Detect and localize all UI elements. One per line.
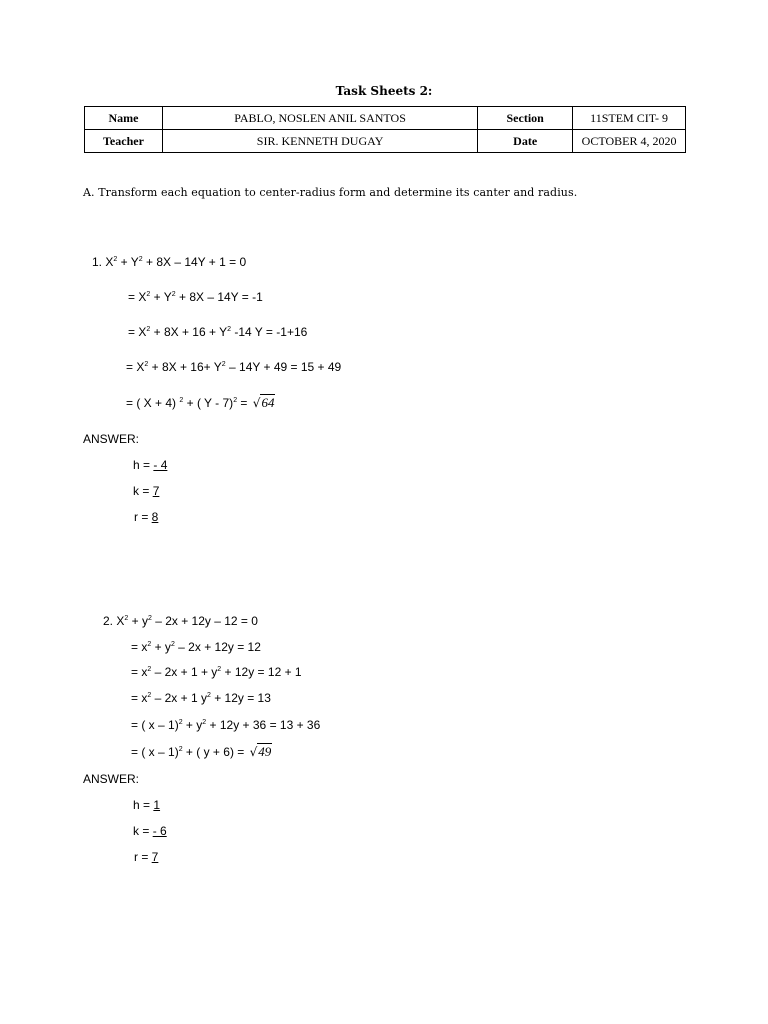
problem2-step3: = $x^2 - 2x + 1$ $y^2 + 12y = 13$ [131,691,271,705]
table-row [85,107,686,130]
student-info-table [84,106,686,153]
problem1-h: h = - 4 [133,458,168,472]
radicand: 49 [258,744,272,759]
problem1-step1: = $X^2 + Y^2 + 8X - 14Y = -1$ [128,290,263,304]
problem2-answer-label: ANSWER: [83,772,140,786]
teacher-value: SIR. KENNETH DUGAY [162,130,477,153]
date-value: OCTOBER 4, 2020 [573,130,686,153]
r-value: 7 [151,850,159,864]
date-label: Date [478,130,573,153]
teacher-label: Teacher [85,130,163,153]
problem2-step2: = $x^2 - 2x + 1 + y^2 + 12y = 12 + 1$ [131,665,302,679]
k-value: 7 [152,484,160,498]
problem2-step5: = ( x – 1)$^2$ + ( y + 6) = √49 [131,744,272,759]
problem1-step4: = ( X + 4) $^2$ + ( Y - 7)$^2$ = √64 [126,395,275,410]
section-value: 11STEM CIT- 9 [573,107,686,130]
name-value: PABLO, NOSLEN ANIL SANTOS [162,107,477,130]
radicand: 64 [261,395,275,410]
problem1-step3: = $X^2 + 8X + 16+ Y^2 - 14Y + 49 = 15 + 49$ [126,360,342,374]
name-label: Name [85,107,163,130]
instruction-text: A. Transform each equation to center-radius form and determine its canter and radius. [83,186,578,199]
square-root-symbol: √49 [249,744,272,759]
problem2-equation: 2. $X^2 + y^2 - 2x + 12y - 12 = 0$ [103,614,258,628]
h-value: 1 [153,798,161,812]
problem2-step4: = ( $x - 1)^2 + y^2 + 12y + 36 = 13 + 36$ [131,718,321,732]
table-row [85,130,686,153]
problem1-answer-label: ANSWER: [83,432,140,446]
problem2-step1: = $x^2 + y^2 - 2x + 12y = 12$ [131,640,261,654]
problem2-r: r = 7 [134,850,159,864]
k-value: - 6 [152,824,167,838]
problem2-k: k = - 6 [133,824,167,838]
problem1-r: r = 8 [134,510,159,524]
page-title: Task Sheets 2: [335,84,433,98]
problem1-step2: = $X^2 + 8X + 16 + Y^2$ -14 Y = -1+16 [128,325,308,339]
problem1-equation: 1. $X^2 + Y^2 + 8X - 14Y + 1 = 0$ [92,255,247,269]
h-value: - 4 [153,458,168,472]
square-root-symbol: √64 [252,395,275,410]
problem2-h: h = 1 [133,798,161,812]
section-label: Section [478,107,573,130]
problem1-k: k = 7 [133,484,160,498]
r-value: 8 [151,510,159,524]
